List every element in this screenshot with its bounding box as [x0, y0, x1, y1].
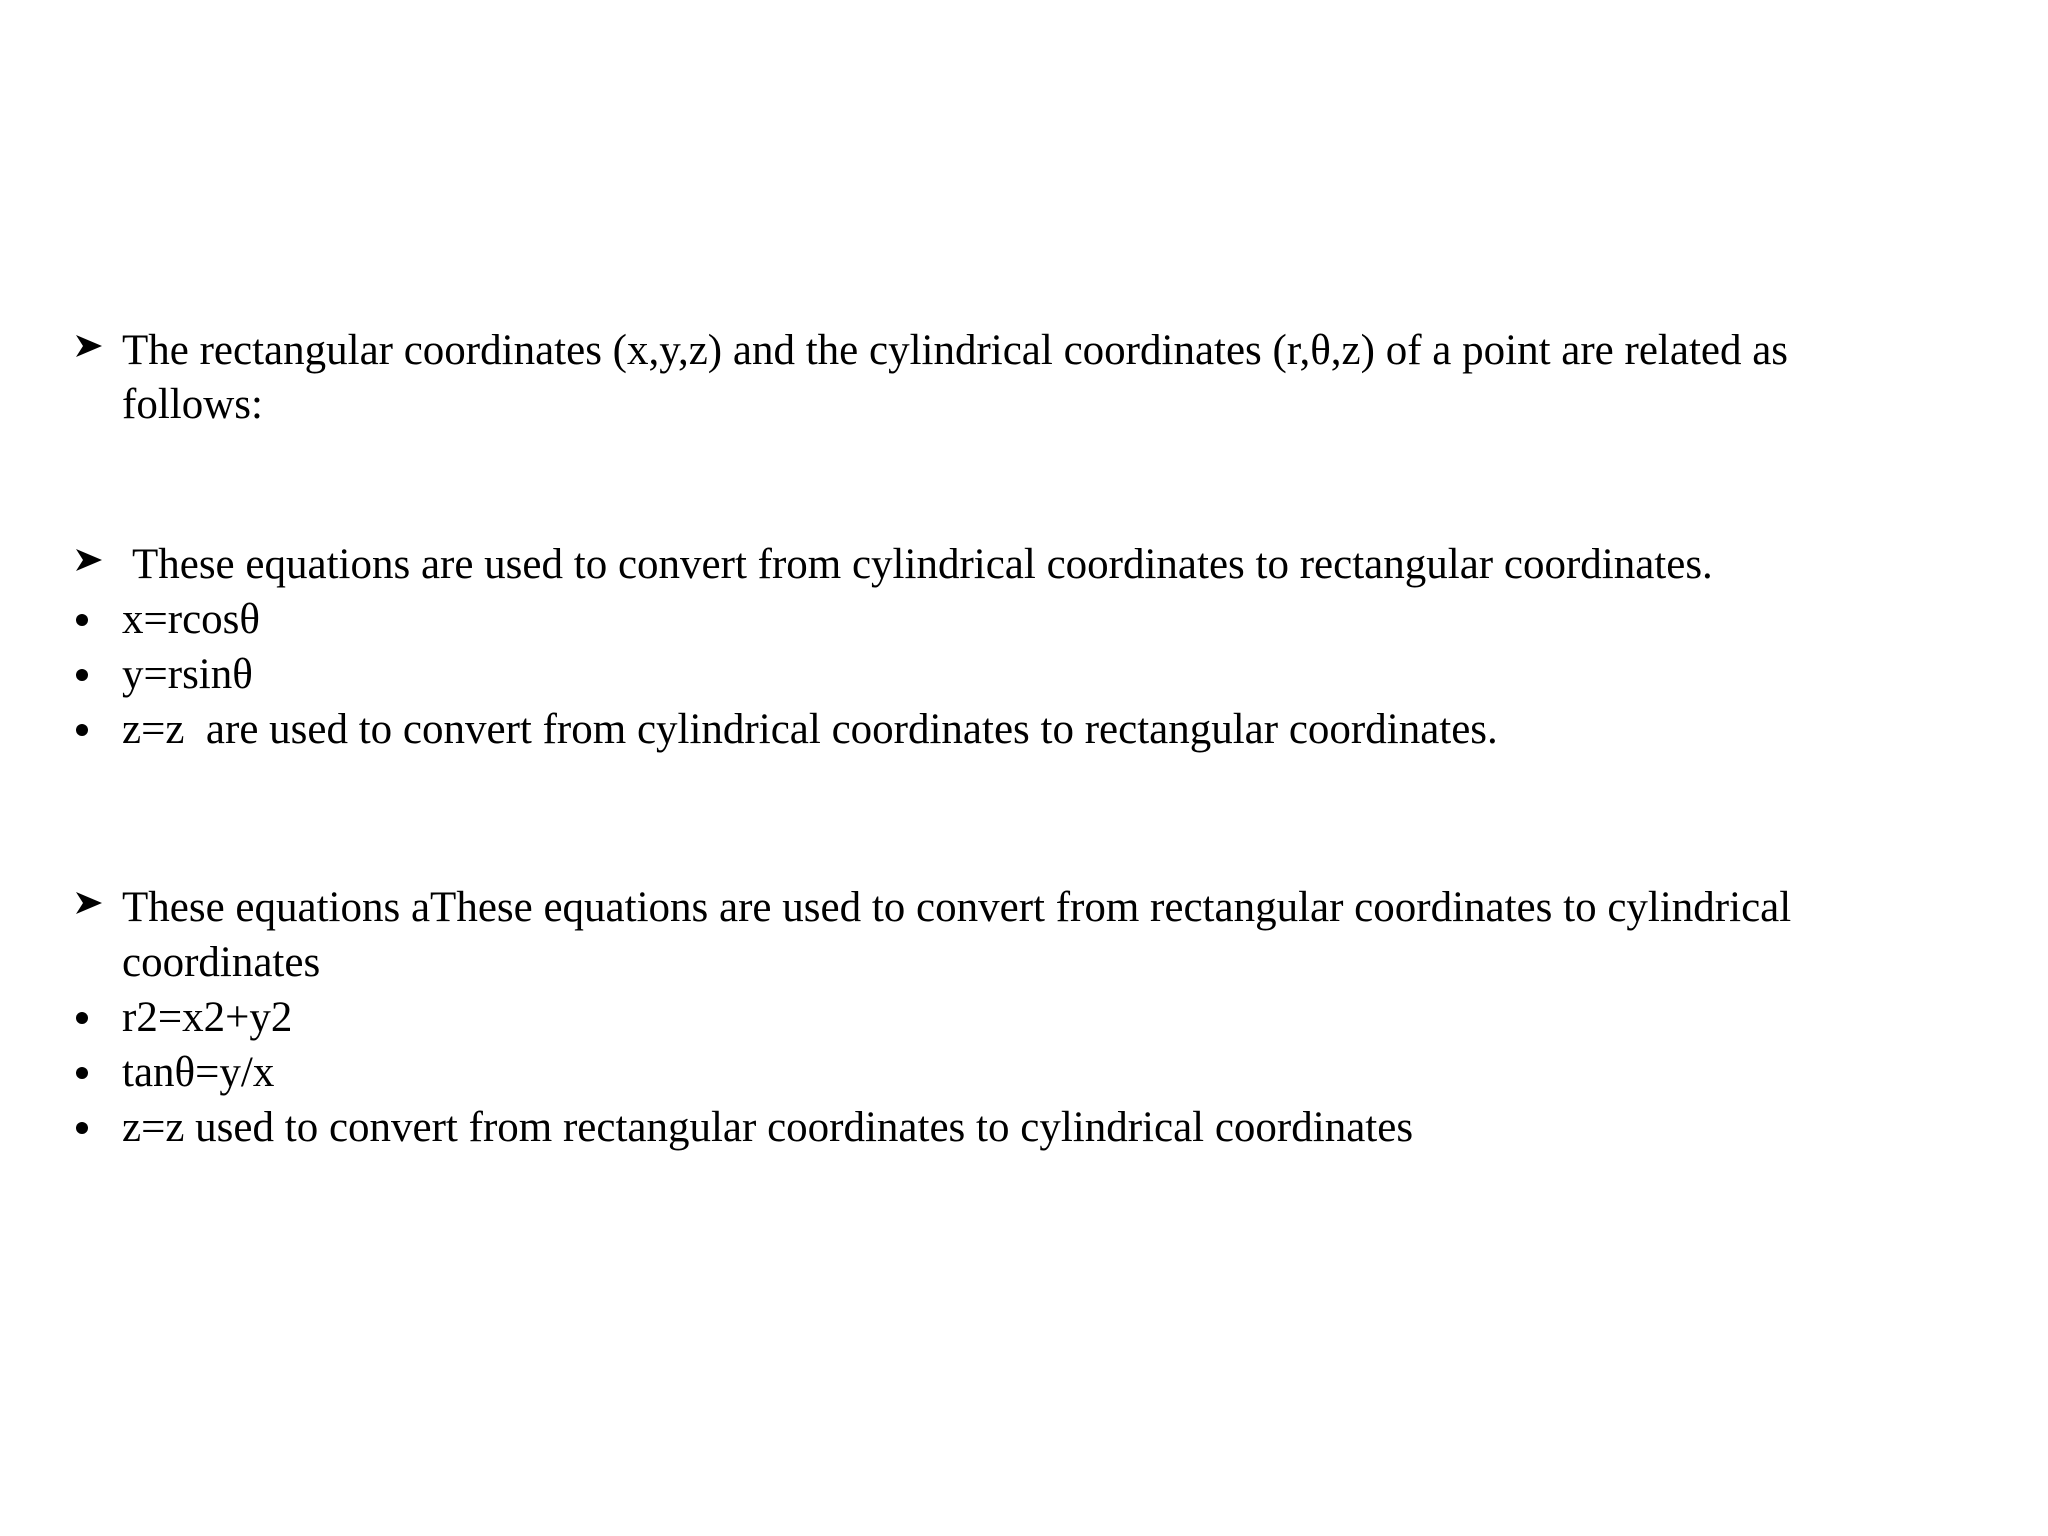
section3-item-z: z=z used to convert from rectangular coordinates to cylindrical coordinates — [122, 1104, 1414, 1151]
bullet-dot-icon — [76, 724, 88, 736]
section2-item-x: x=rcosθ — [122, 596, 260, 643]
section3-text-line1: These equations aThese equations are used to convert from rectangular coordinates to cylindrical — [122, 884, 1792, 931]
section3-text-line2: coordinates — [122, 939, 321, 986]
bullet-dot-icon — [76, 1012, 88, 1024]
section2-heading: These equations are used to convert from cylindrical coordinates to rectangular coordinates. — [122, 541, 1713, 588]
arrow-bullet-icon — [74, 536, 104, 590]
section3-item-tan: tanθ=y/x — [122, 1049, 275, 1096]
arrow-bullet-icon — [74, 322, 104, 376]
bullet-dot-icon — [76, 1122, 88, 1134]
bullet-dot-icon — [76, 669, 88, 681]
bullet-dot-icon — [76, 614, 88, 626]
section1-text-line2: follows: — [122, 381, 263, 428]
section2-item-z: z=z are used to convert from cylindrical coordinates to rectangular coordinates. — [122, 706, 1498, 753]
arrow-bullet-icon — [74, 879, 104, 933]
section1-text-line1: The rectangular coordinates (x,y,z) and the cylindrical coordinates (r,θ,z) of a point are related as — [122, 327, 1789, 374]
section2-item-y: y=rsinθ — [122, 651, 253, 698]
section3-item-r: r2=x2+y2 — [122, 994, 293, 1041]
bullet-dot-icon — [76, 1067, 88, 1079]
